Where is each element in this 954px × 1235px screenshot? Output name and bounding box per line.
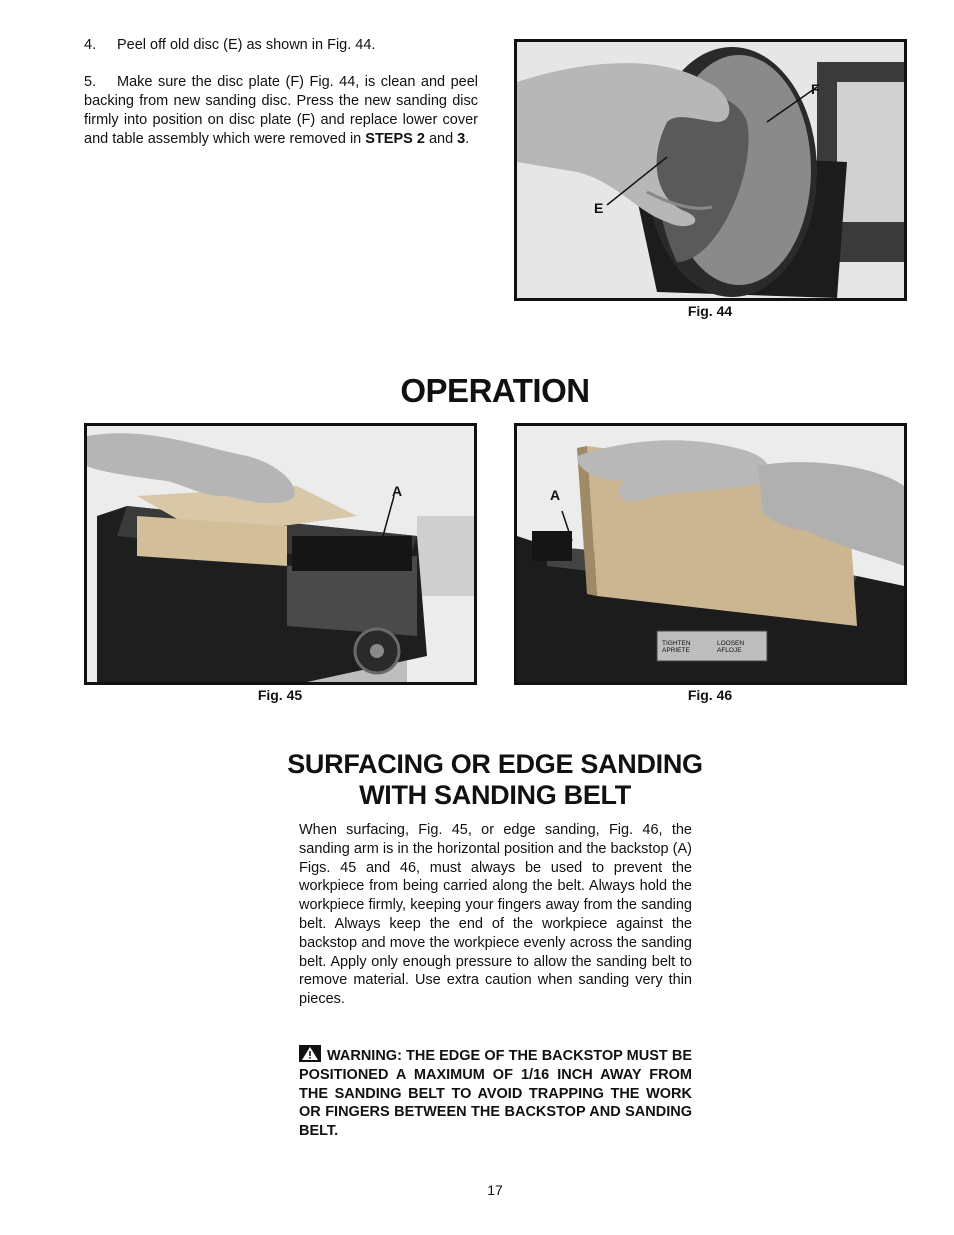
step-text-mid: and bbox=[424, 131, 458, 147]
step-number: 4. bbox=[84, 37, 97, 53]
page-heading-operation: OPERATION bbox=[400, 372, 590, 409]
page-number: 17 bbox=[487, 1182, 503, 1198]
section-heading-line2: WITH SANDING BELT bbox=[359, 780, 631, 810]
step-text: Make sure the disc plate (F) Fig. 44, is clean and peel backing from new sanding disc. Press the new sanding disc firmly into position on disc plate (F) and replace lower cover and table assembly which were removed in bbox=[84, 74, 478, 147]
figure-44-photo bbox=[514, 39, 907, 301]
figure-45-photo bbox=[84, 423, 477, 685]
warning-triangle-icon bbox=[299, 1045, 321, 1062]
step-ref-bold: 3 bbox=[457, 131, 466, 147]
step-text: Peel off old disc (E) as shown in Fig. 44. bbox=[117, 37, 376, 53]
belt-sander-surfacing-illustration bbox=[87, 426, 474, 682]
step-ref-bold: STEPS 2 bbox=[365, 131, 425, 147]
figure-44-caption: Fig. 44 bbox=[687, 303, 733, 319]
label-a: A bbox=[392, 483, 403, 499]
step-text-end: . bbox=[465, 131, 470, 147]
label-f: F bbox=[811, 81, 820, 97]
body-paragraph: When surfacing, Fig. 45, or edge sanding, Fig. 46, the sanding arm is in the horizontal position and the backstop (A) Figs. 45 and 46, must always be used to prevent the workpiece from being carried along the belt. Always hold the workpiece firmly, keeping your fingers away from the sanding belt. Always keep the end of the workpiece against the backstop and move the workpiece evenly across the sanding belt. Apply only enough pressure to allow the sanding belt to remove material. Use extra caution when sanding very thin pieces. bbox=[299, 822, 692, 1008]
step-5 bbox=[84, 73, 478, 149]
label-a: A bbox=[550, 487, 561, 503]
disc-sander-illustration bbox=[517, 42, 904, 298]
figure-45-caption: Fig. 45 bbox=[257, 687, 303, 703]
step-4 bbox=[84, 36, 478, 55]
figure-46-photo bbox=[514, 423, 907, 685]
warning-block bbox=[299, 1045, 692, 1141]
decal-tighten: TIGHTEN APRIETE bbox=[662, 640, 691, 654]
section-heading-line1: SURFACING OR EDGE SANDING bbox=[287, 749, 703, 779]
decal-loosen: LOOSEN AFLOJE bbox=[717, 640, 745, 654]
figure-46-caption: Fig. 46 bbox=[687, 687, 733, 703]
belt-sander-edge-sanding-illustration bbox=[517, 426, 904, 682]
label-e: E bbox=[594, 200, 604, 216]
warning-text: WARNING: THE EDGE OF THE BACKSTOP MUST BE POSITIONED A MAXIMUM OF 1/16 INCH AWAY FROM THE SANDING BELT TO AVOID TRAPPING THE WORK OR FINGERS BETWEEN THE BACKSTOP AND SANDING BELT. bbox=[299, 1048, 692, 1140]
section-heading bbox=[200, 749, 790, 811]
step-number: 5. bbox=[84, 74, 97, 90]
